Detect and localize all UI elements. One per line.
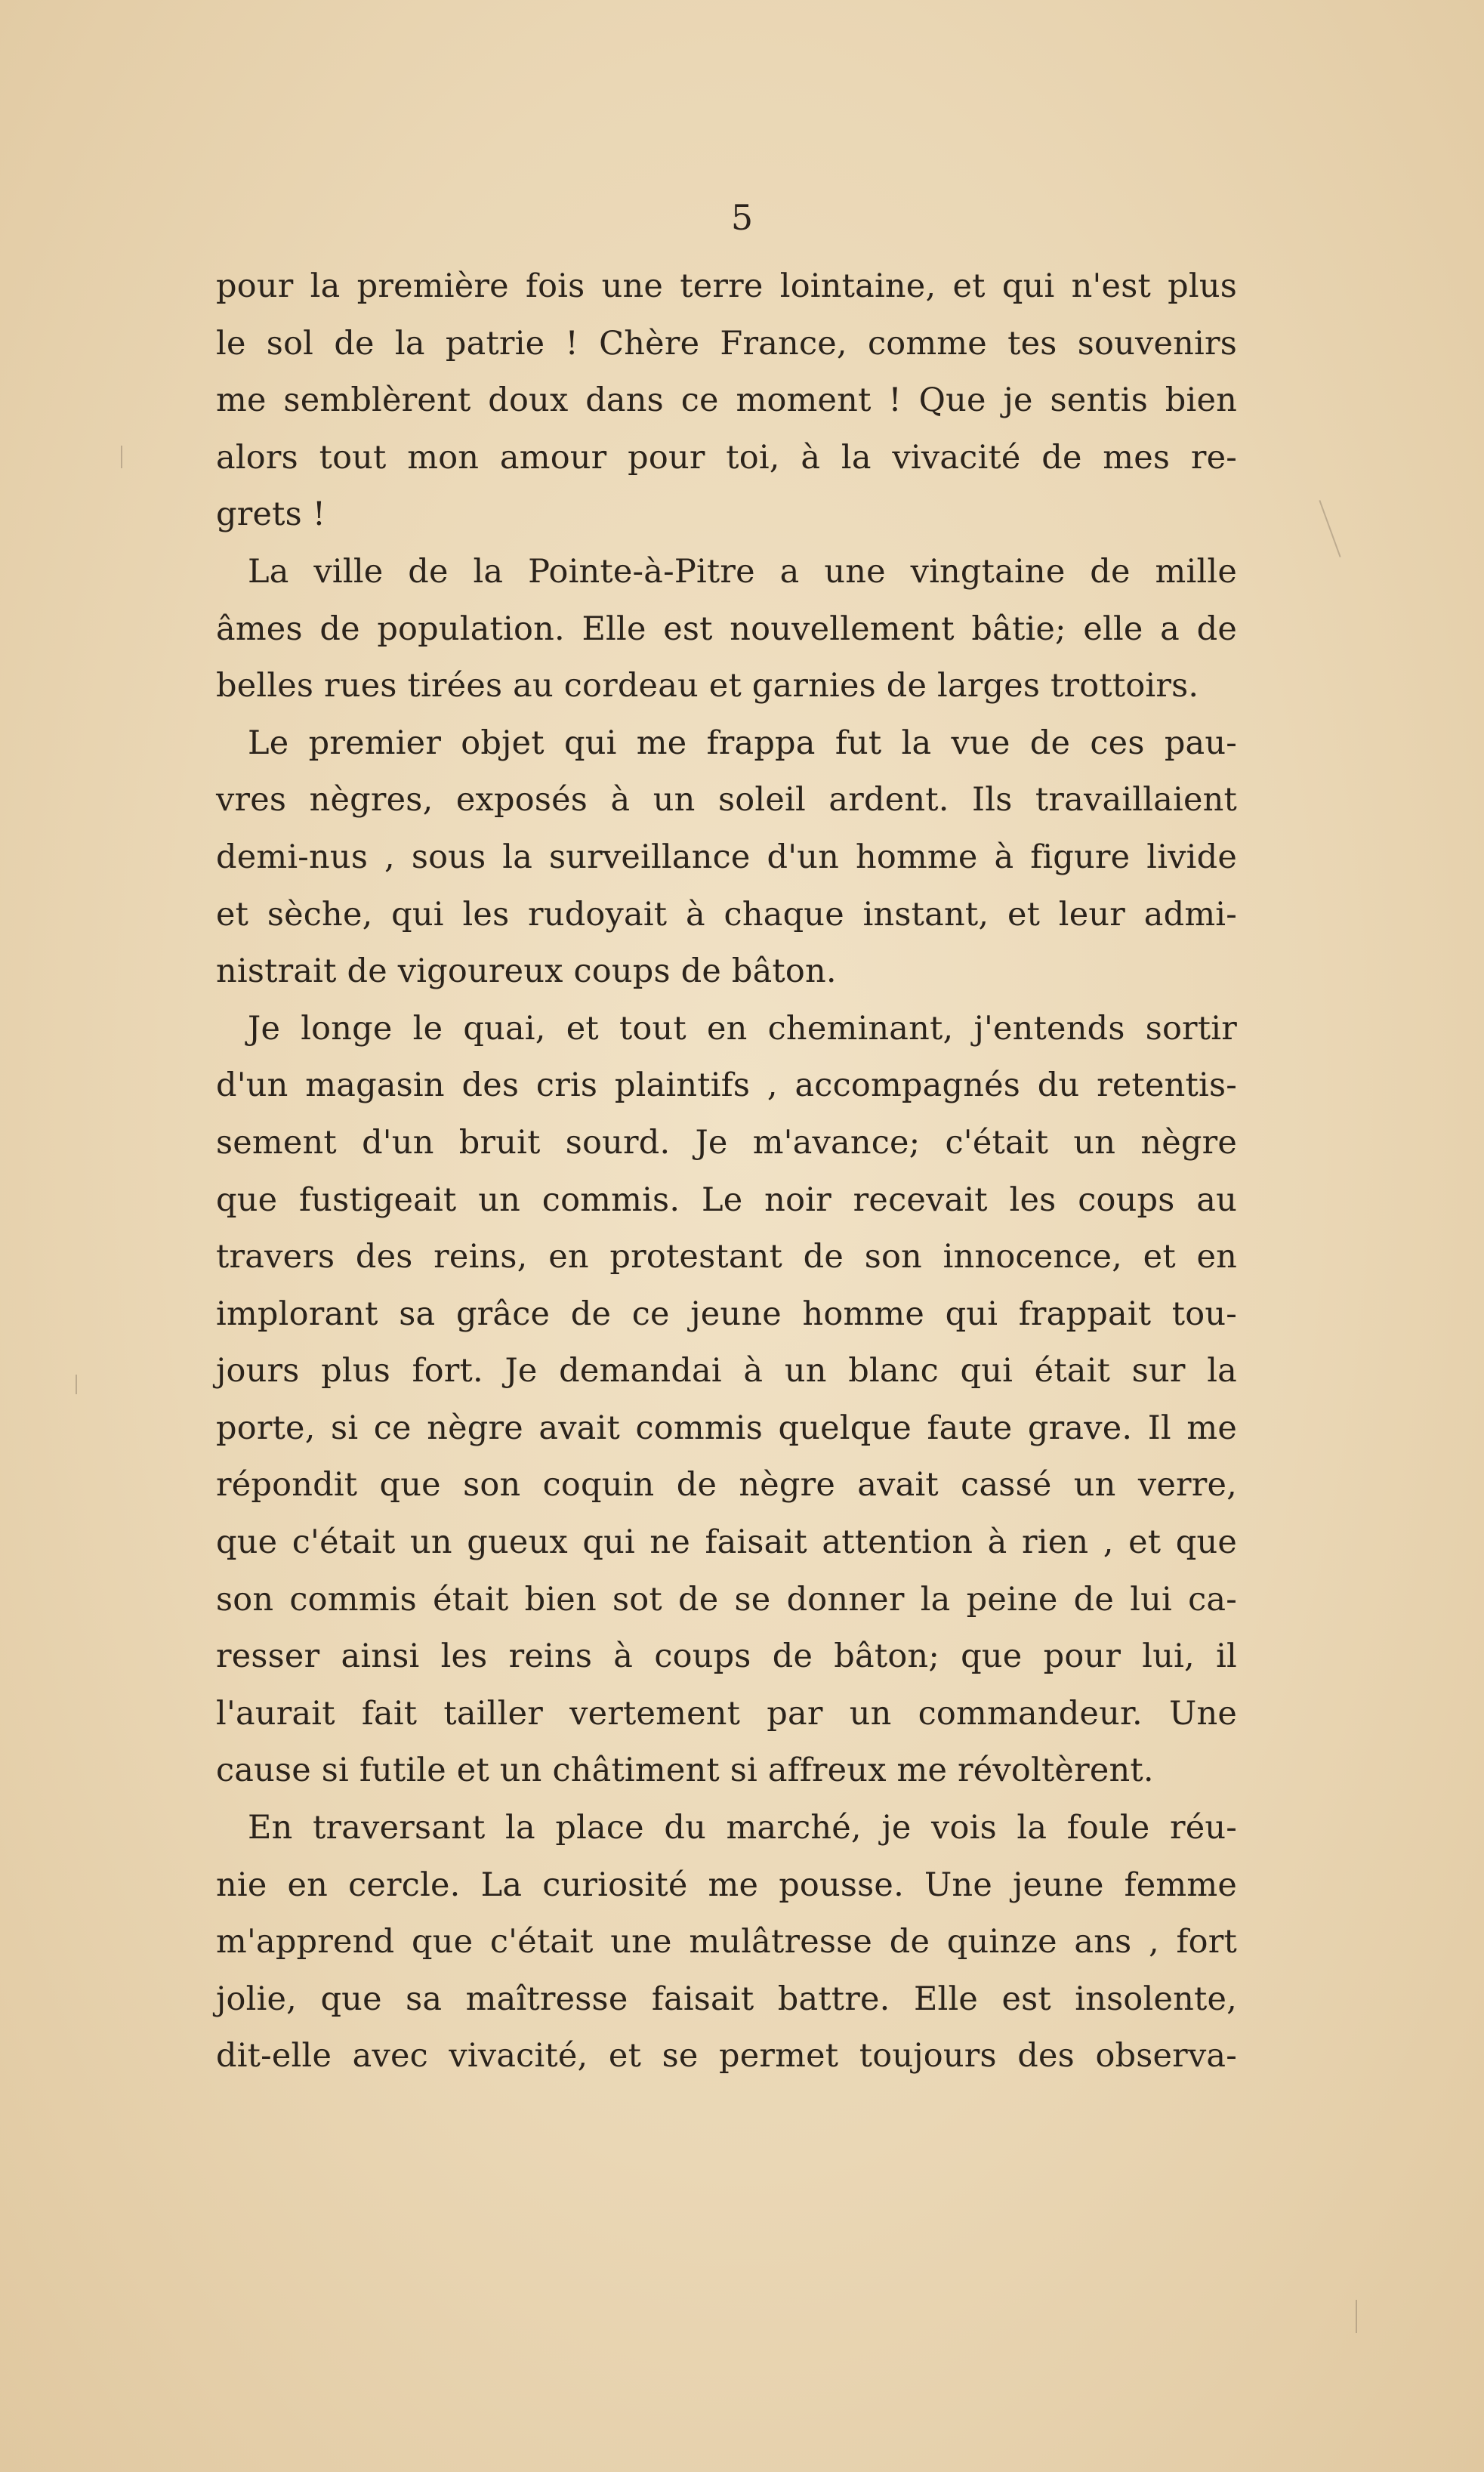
text-line: dit-elle avec vivacité, et se permet toujours des observa- [216,2037,1237,2075]
paragraph-end-line: nistrait de vigoureux coups de bâton. [216,952,837,991]
paper-blemish [76,1375,77,1394]
paragraph-end-line: cause si futile et un châtiment si affreux me révoltèrent. [216,1751,1154,1790]
paragraph-end-line: grets ! [216,495,326,534]
text-line: le sol de la patrie ! Chère France, comme tes souvenirs [216,324,1237,363]
paragraph-first-line: Le premier objet qui me frappa fut la vue de ces pau- [248,724,1237,762]
page-number: 5 [730,197,754,238]
text-line: l'aurait fait tailler vertement par un commandeur. Une [216,1694,1237,1733]
text-line: jours plus fort. Je demandai à un blanc qui était sur la [216,1352,1237,1390]
text-line: son commis était bien sot de se donner la peine de lui ca- [216,1580,1237,1619]
text-line: porte, si ce nègre avait commis quelque faute grave. Il me [216,1409,1237,1447]
paragraph-first-line: En traversant la place du marché, je vois la foule réu- [248,1809,1237,1847]
paper-blemish [1356,2300,1357,2333]
text-line: me semblèrent doux dans ce moment ! Que je sentis bien [216,381,1237,420]
paper-blemish [121,446,122,468]
body-text [216,258,1237,2085]
text-line: nie en cercle. La curiosité me pousse. Une jeune femme [216,1866,1237,1904]
text-line: âmes de population. Elle est nouvellement bâtie; elle a de [216,610,1237,648]
text-line: et sèche, qui les rudoyait à chaque instant, et leur admi- [216,895,1237,934]
text-line: que fustigeait un commis. Le noir recevait les coups au [216,1180,1237,1219]
text-line: vres nègres, exposés à un soleil ardent. Ils travaillaient [216,781,1237,819]
text-line: jolie, que sa maîtresse faisait battre. Elle est insolente, [216,1980,1237,2018]
text-line: répondit que son coquin de nègre avait cassé un verre, [216,1466,1237,1504]
text-line: m'apprend que c'était une mulâtresse de quinze ans , fort [216,1923,1237,1961]
text-line: demi-nus , sous la surveillance d'un homme à figure livide [216,838,1237,876]
text-line: implorant sa grâce de ce jeune homme qui frappait tou- [216,1295,1237,1333]
text-line: pour la première fois une terre lointaine, et qui n'est plus [216,267,1237,305]
text-line: sement d'un bruit sourd. Je m'avance; c'était un nègre [216,1123,1237,1162]
paragraph-first-line: La ville de la Pointe-à-Pitre a une vingtaine de mille [248,552,1237,591]
text-line: que c'était un gueux qui ne faisait attention à rien , et que [216,1523,1237,1562]
paragraph-end-line: belles rues tirées au cordeau et garnies de larges trottoirs. [216,667,1199,705]
paragraph-first-line: Je longe le quai, et tout en cheminant, j'entends sortir [248,1009,1237,1048]
text-line: travers des reins, en protestant de son innocence, et en [216,1238,1237,1276]
text-line: alors tout mon amour pour toi, à la vivacité de mes re- [216,438,1237,477]
text-line: d'un magasin des cris plaintifs , accompagnés du retentis- [216,1066,1237,1105]
text-line: resser ainsi les reins à coups de bâton; que pour lui, il [216,1637,1237,1676]
